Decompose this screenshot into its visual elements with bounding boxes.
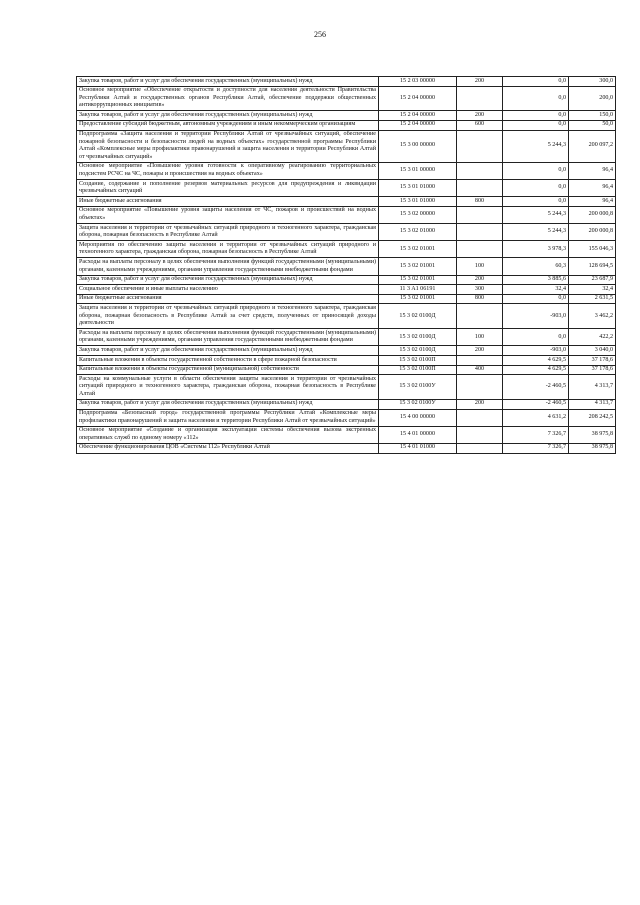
page-number: 256 xyxy=(314,30,326,39)
row-total-amount-cell: 3 462,2 xyxy=(569,304,616,329)
row-name-cell: Подпрограмма «Безопасный город» государственной программы Республики Алтай «Комплексные меры профилактики правонарушений и защита населения и территории Республики Алтай от чрезвычайных ситуаций» xyxy=(77,409,379,426)
row-expense-type-cell: 800 xyxy=(457,197,503,207)
row-change-amount-cell: 7 326,7 xyxy=(503,443,569,453)
table-row xyxy=(77,426,616,443)
row-expense-type-cell: 200 xyxy=(457,399,503,409)
row-total-amount-cell: 300,0 xyxy=(569,77,616,87)
table-row xyxy=(77,285,616,295)
row-name-cell: Предоставление субсидий бюджетным, автономным учреждениям и иным некоммерческим организациям xyxy=(77,120,379,130)
row-expense-type-cell: 100 xyxy=(457,258,503,275)
row-name-cell: Защита населения и территории от чрезвычайных ситуаций природного и техногенного характера, гражданская оборона, пожарная безопасность в Республике Алтай за счет средств, полученных от приносящей доходы деятельности xyxy=(77,304,379,329)
row-code-cell: 15 3 02 0100Д xyxy=(379,329,457,346)
row-code-cell: 15 4 01 01000 xyxy=(379,443,457,453)
row-total-amount-cell: 200 000,8 xyxy=(569,224,616,241)
row-change-amount-cell: 5 244,3 xyxy=(503,130,569,162)
row-total-amount-cell: 200 000,8 xyxy=(569,206,616,223)
table-row xyxy=(77,120,616,130)
table-row xyxy=(77,206,616,223)
table-row xyxy=(77,224,616,241)
row-name-cell: Закупка товаров, работ и услуг для обеспечения государственных (муниципальных) нужд xyxy=(77,77,379,87)
row-total-amount-cell: 422,2 xyxy=(569,329,616,346)
row-change-amount-cell: 0,0 xyxy=(503,197,569,207)
table-row xyxy=(77,346,616,356)
row-code-cell: 15 2 04 00000 xyxy=(379,111,457,121)
row-total-amount-cell: 38 975,8 xyxy=(569,426,616,443)
row-code-cell: 15 3 02 01001 xyxy=(379,275,457,285)
table-row xyxy=(77,375,616,400)
row-total-amount-cell: 128 694,5 xyxy=(569,258,616,275)
row-name-cell: Основное мероприятие «Создание и организация эксплуатации системы обеспечения вызова экстренных оперативных служб по единому номеру «112» xyxy=(77,426,379,443)
row-name-cell: Создание, содержание и пополнение резервов материальных ресурсов для предупреждения и ликвидации чрезвычайных ситуаций xyxy=(77,180,379,197)
row-change-amount-cell: 0,0 xyxy=(503,120,569,130)
row-total-amount-cell: 2 631,5 xyxy=(569,294,616,304)
row-expense-type-cell: 100 xyxy=(457,329,503,346)
row-code-cell: 15 3 01 01000 xyxy=(379,180,457,197)
row-change-amount-cell: 0,0 xyxy=(503,86,569,111)
row-name-cell: Основное мероприятие «Повышение уровня готовности к оперативному реагированию территориальных подсистем РСЧС на ЧС, пожары и происшествия на водных объектах» xyxy=(77,162,379,179)
row-code-cell: 15 2 03 00000 xyxy=(379,77,457,87)
table-row xyxy=(77,294,616,304)
table-row xyxy=(77,329,616,346)
row-name-cell: Защита населения и территории от чрезвычайных ситуаций природного и техногенного характера, гражданская оборона, пожарная безопасность в Республике Алтай xyxy=(77,224,379,241)
row-total-amount-cell: 3 040,0 xyxy=(569,346,616,356)
row-total-amount-cell: 50,0 xyxy=(569,120,616,130)
row-change-amount-cell: 0,0 xyxy=(503,294,569,304)
row-expense-type-cell: 400 xyxy=(457,365,503,375)
row-expense-type-cell xyxy=(457,443,503,453)
row-code-cell: 15 3 02 01000 xyxy=(379,224,457,241)
budget-table-body xyxy=(77,77,616,454)
row-total-amount-cell: 37 178,6 xyxy=(569,356,616,366)
row-code-cell: 15 3 01 00000 xyxy=(379,162,457,179)
row-name-cell: Социальное обеспечение и иные выплаты населению xyxy=(77,285,379,295)
row-code-cell: 15 3 02 0100У xyxy=(379,375,457,400)
row-name-cell: Иные бюджетные ассигнования xyxy=(77,294,379,304)
row-change-amount-cell: 60,3 xyxy=(503,258,569,275)
row-code-cell: 15 3 02 01001 xyxy=(379,241,457,258)
row-code-cell: 15 3 02 0100П xyxy=(379,356,457,366)
row-expense-type-cell: 200 xyxy=(457,77,503,87)
row-expense-type-cell xyxy=(457,180,503,197)
row-code-cell: 15 3 00 00000 xyxy=(379,130,457,162)
row-code-cell: 11 3 A1 06191 xyxy=(379,285,457,295)
row-expense-type-cell xyxy=(457,304,503,329)
row-name-cell: Иные бюджетные ассигнования xyxy=(77,197,379,207)
table-row xyxy=(77,241,616,258)
row-expense-type-cell xyxy=(457,162,503,179)
row-change-amount-cell: 5 244,3 xyxy=(503,224,569,241)
row-total-amount-cell: 4 313,7 xyxy=(569,375,616,400)
row-change-amount-cell: 0,0 xyxy=(503,329,569,346)
table-row xyxy=(77,409,616,426)
row-change-amount-cell: 4 631,2 xyxy=(503,409,569,426)
row-change-amount-cell: 0,0 xyxy=(503,180,569,197)
row-total-amount-cell: 200 097,2 xyxy=(569,130,616,162)
table-row xyxy=(77,180,616,197)
table-row xyxy=(77,86,616,111)
row-name-cell: Закупка товаров, работ и услуг для обеспечения государственных (муниципальных) нужд xyxy=(77,399,379,409)
row-expense-type-cell: 200 xyxy=(457,111,503,121)
row-expense-type-cell: 200 xyxy=(457,275,503,285)
row-code-cell: 15 3 02 0100Д xyxy=(379,346,457,356)
row-change-amount-cell: -2 460,5 xyxy=(503,375,569,400)
row-expense-type-cell xyxy=(457,426,503,443)
row-change-amount-cell: 4 629,5 xyxy=(503,365,569,375)
row-change-amount-cell: 5 244,3 xyxy=(503,206,569,223)
row-name-cell: Расходы на выплаты персоналу в целях обеспечения выполнения функций государственными (муниципальными) органами, казенными учреждениями, органами управления государственными внебюджетными фондами xyxy=(77,258,379,275)
row-expense-type-cell xyxy=(457,224,503,241)
table-row xyxy=(77,111,616,121)
row-total-amount-cell: 37 178,6 xyxy=(569,365,616,375)
row-name-cell: Капитальные вложения в объекты государственной (муниципальной) собственности xyxy=(77,365,379,375)
row-name-cell: Капитальные вложения в объекты государственной собственности в сфере пожарной безопасности xyxy=(77,356,379,366)
row-expense-type-cell: 600 xyxy=(457,120,503,130)
row-change-amount-cell: 0,0 xyxy=(503,162,569,179)
row-change-amount-cell: 0,0 xyxy=(503,111,569,121)
row-total-amount-cell: 150,0 xyxy=(569,111,616,121)
row-code-cell: 15 2 04 00000 xyxy=(379,120,457,130)
row-code-cell: 15 3 02 0100У xyxy=(379,399,457,409)
row-expense-type-cell xyxy=(457,130,503,162)
row-name-cell: Основное мероприятие «Обеспечение открытости и доступности для населения деятельности Правительства Республики Алтай и государственных органов Республики Алтай, обеспечение поддержки общественных антикоррупционных инициатив» xyxy=(77,86,379,111)
row-expense-type-cell: 800 xyxy=(457,294,503,304)
table-row xyxy=(77,130,616,162)
row-total-amount-cell: 208 242,5 xyxy=(569,409,616,426)
table-row xyxy=(77,197,616,207)
row-change-amount-cell: 3 978,3 xyxy=(503,241,569,258)
row-code-cell: 15 3 02 0100П xyxy=(379,365,457,375)
row-name-cell: Расходы на выплаты персоналу в целях обеспечения выполнения функций государственными (муниципальными) органами, казенными учреждениями, органами управления государственными внебюджетными фондами xyxy=(77,329,379,346)
table-row xyxy=(77,356,616,366)
row-expense-type-cell: 300 xyxy=(457,285,503,295)
row-name-cell: Подпрограмма «Защита населения и территории Республики Алтай от чрезвычайных ситуаций, обеспечение пожарной безопасности и безопасности людей на водных объектах» государственной программы Республики Алтай «Комплексные меры профилактики правонарушений и защита населения и территории Республики Алтай от чрезвычайных ситуаций» xyxy=(77,130,379,162)
row-name-cell: Обеспечение функционирования ЦОВ «Системы 112» Республики Алтай xyxy=(77,443,379,453)
row-name-cell: Закупка товаров, работ и услуг для обеспечения государственных (муниципальных) нужд xyxy=(77,111,379,121)
row-name-cell: Расходы на коммунальные услуги в области обеспечения защиты населения и территории от чрезвычайных ситуаций природного и техногенного характера, гражданская оборона, пожарная безопасность в Республике Алтай xyxy=(77,375,379,400)
table-row xyxy=(77,258,616,275)
row-expense-type-cell: 200 xyxy=(457,346,503,356)
row-total-amount-cell: 96,4 xyxy=(569,197,616,207)
row-code-cell: 15 3 02 01001 xyxy=(379,294,457,304)
table-row xyxy=(77,162,616,179)
row-total-amount-cell: 4 313,7 xyxy=(569,399,616,409)
row-change-amount-cell: -2 460,5 xyxy=(503,399,569,409)
row-expense-type-cell xyxy=(457,375,503,400)
row-change-amount-cell: 3 885,6 xyxy=(503,275,569,285)
row-code-cell: 15 3 02 00000 xyxy=(379,206,457,223)
row-code-cell: 15 3 01 01000 xyxy=(379,197,457,207)
row-expense-type-cell xyxy=(457,86,503,111)
row-name-cell: Закупка товаров, работ и услуг для обеспечения государственных (муниципальных) нужд xyxy=(77,275,379,285)
row-total-amount-cell: 96,4 xyxy=(569,180,616,197)
row-expense-type-cell xyxy=(457,409,503,426)
row-total-amount-cell: 200,0 xyxy=(569,86,616,111)
row-name-cell: Закупка товаров, работ и услуг для обеспечения государственных (муниципальных) нужд xyxy=(77,346,379,356)
row-code-cell: 15 3 02 0100Д xyxy=(379,304,457,329)
row-total-amount-cell: 155 046,3 xyxy=(569,241,616,258)
table-row xyxy=(77,443,616,453)
row-name-cell: Мероприятия по обеспечению защиты населения и территории от чрезвычайных ситуаций природного и техногенного характера, гражданская оборона, пожарная безопасность в Республике Алтай xyxy=(77,241,379,258)
table-row xyxy=(77,77,616,87)
table-row xyxy=(77,304,616,329)
table-row xyxy=(77,399,616,409)
table-row xyxy=(77,365,616,375)
row-code-cell: 15 4 00 00000 xyxy=(379,409,457,426)
row-change-amount-cell: -903,0 xyxy=(503,304,569,329)
row-total-amount-cell: 23 687,9 xyxy=(569,275,616,285)
row-code-cell: 15 2 04 00000 xyxy=(379,86,457,111)
row-expense-type-cell xyxy=(457,206,503,223)
row-change-amount-cell: 7 326,7 xyxy=(503,426,569,443)
row-expense-type-cell xyxy=(457,356,503,366)
row-change-amount-cell: 32,4 xyxy=(503,285,569,295)
row-name-cell: Основное мероприятие «Повышение уровня защиты населения от ЧС, пожаров и происшествий на водных объектах» xyxy=(77,206,379,223)
budget-table xyxy=(76,76,616,454)
row-change-amount-cell: 0,0 xyxy=(503,77,569,87)
row-total-amount-cell: 38 975,8 xyxy=(569,443,616,453)
row-total-amount-cell: 96,4 xyxy=(569,162,616,179)
row-total-amount-cell: 32,4 xyxy=(569,285,616,295)
row-change-amount-cell: 4 629,5 xyxy=(503,356,569,366)
row-code-cell: 15 3 02 01001 xyxy=(379,258,457,275)
row-code-cell: 15 4 01 00000 xyxy=(379,426,457,443)
table-row xyxy=(77,275,616,285)
row-change-amount-cell: -903,0 xyxy=(503,346,569,356)
row-expense-type-cell xyxy=(457,241,503,258)
